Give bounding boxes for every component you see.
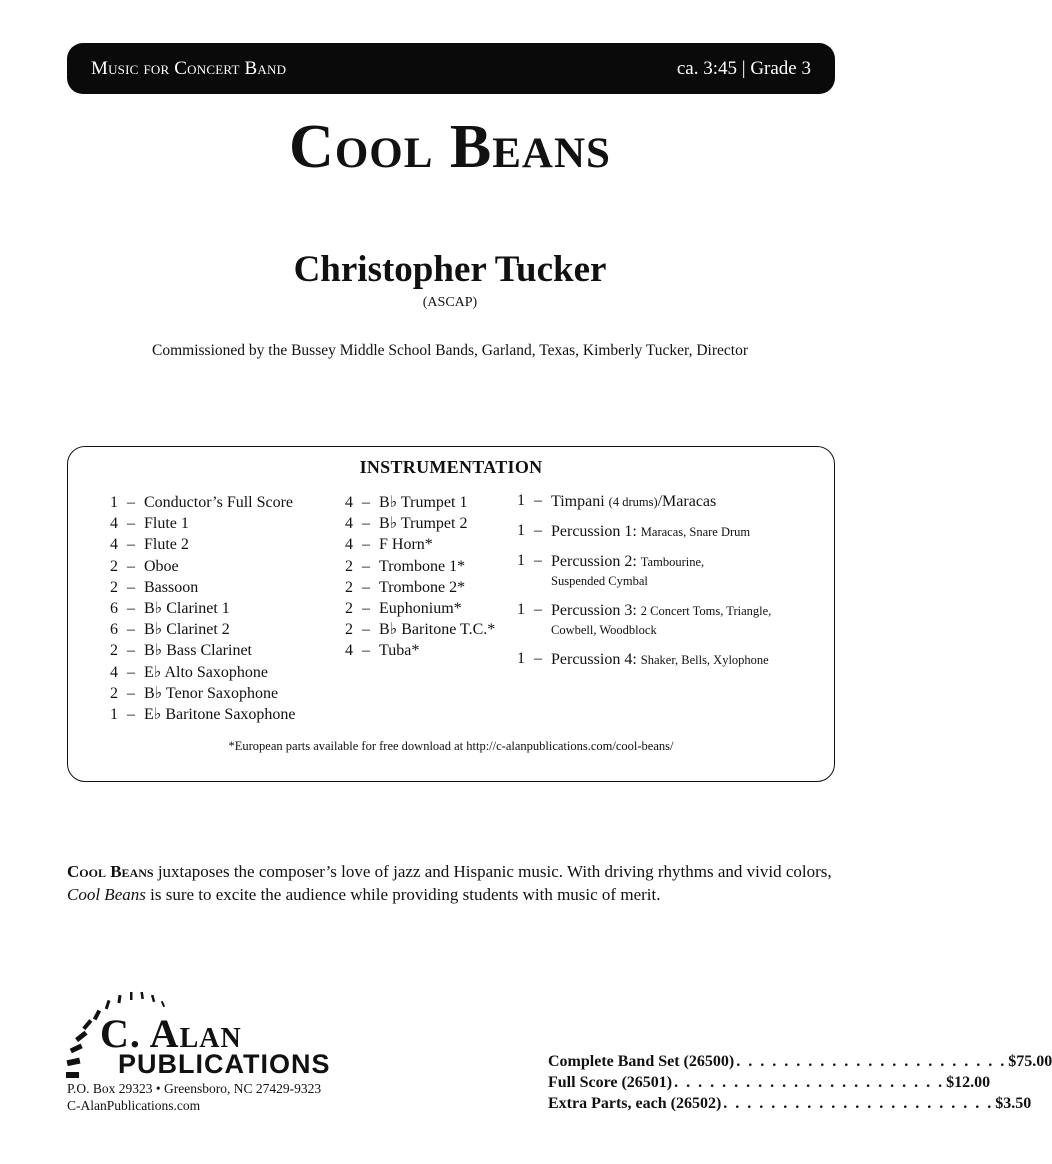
- percussion-line: [551, 650, 769, 670]
- percussion-row: [511, 522, 771, 542]
- leader-dots: . . . . . . . . . . . . . . . . . . . . . . .: [674, 1074, 945, 1091]
- instrument-quantity: 4: [110, 515, 118, 533]
- instrument-detail: Tambourine,: [640, 555, 705, 569]
- instrument-row: [104, 640, 296, 661]
- percussion-line: [551, 552, 704, 572]
- dash-separator: –: [534, 650, 542, 667]
- dash-separator: –: [534, 552, 542, 569]
- instrument-quantity: 1: [517, 552, 525, 569]
- dash-separator: –: [127, 557, 135, 575]
- instrument-name: Flute 1: [144, 515, 189, 533]
- price-value: $12.00: [946, 1074, 991, 1091]
- instrument-detail-line2: Cowbell, Woodblock: [551, 623, 657, 637]
- instrument-name: B♭ Trumpet 2: [379, 515, 468, 533]
- instrument-name: Flute 2: [144, 536, 189, 554]
- instrument-name: B♭ Tenor Saxophone: [144, 684, 279, 702]
- commission-note: Commissioned by the Bussey Middle School Bands, Garland, Texas, Kimberly Tucker, Director: [152, 342, 748, 359]
- price-value: $75.00: [1008, 1053, 1052, 1070]
- instrument-row: [339, 513, 495, 534]
- series-label: Music for Concert Band: [91, 57, 287, 79]
- duration-grade: ca. 3:45 | Grade 3: [676, 57, 811, 79]
- instrument-quantity: 2: [345, 621, 353, 639]
- instrument-quantity: 2: [345, 557, 353, 575]
- publisher-website: C-AlanPublications.com: [67, 1098, 201, 1113]
- instrument-detail-line2: Suspended Cymbal: [551, 574, 648, 588]
- instrument-quantity: 4: [345, 536, 353, 554]
- dash-separator: –: [362, 515, 370, 533]
- dash-separator: –: [362, 578, 370, 596]
- instrument-row: [339, 492, 495, 513]
- instrumentation-box: [67, 446, 835, 782]
- blurb-italic-title: Cool Beans: [67, 885, 146, 904]
- instrument-quantity: 6: [110, 599, 118, 617]
- instrument-quantity: 4: [345, 515, 353, 533]
- instrument-row: [104, 662, 296, 683]
- dash-separator: –: [362, 642, 370, 660]
- dash-separator: –: [362, 536, 370, 554]
- dash-separator: –: [127, 578, 135, 596]
- instrument-quantity: 1: [517, 650, 525, 667]
- instrument-row: [104, 619, 296, 640]
- instrument-detail: 2 Concert Toms, Triangle,: [640, 604, 772, 618]
- instrument-row: [104, 513, 296, 534]
- percussion-line: [551, 492, 716, 512]
- instrument-row: [339, 577, 495, 598]
- instrument-name: B♭ Bass Clarinet: [144, 642, 252, 660]
- instrument-quantity: 6: [110, 621, 118, 639]
- instrument-name: Percussion 3:: [551, 602, 637, 619]
- percussion-detail: [551, 492, 716, 512]
- instrument-name: Percussion 2:: [551, 553, 637, 570]
- instrument-quantity: 1: [517, 522, 525, 539]
- instrument-name: Trombone 1*: [379, 557, 466, 575]
- instrument-quantity: 2: [110, 684, 118, 702]
- instrument-name: Percussion 1:: [551, 523, 637, 540]
- percussion-line: [551, 522, 750, 542]
- instrument-row: [104, 577, 296, 598]
- piece-title: Cool Beans: [289, 113, 611, 181]
- instrument-quantity: 1: [110, 705, 118, 723]
- instrumentation-column-1: [104, 492, 296, 725]
- instrument-quantity: 1: [110, 494, 118, 511]
- instrument-detail: (4 drums): [608, 495, 658, 509]
- instrument-suffix: /Maracas: [657, 493, 717, 510]
- instrument-name: Timpani: [551, 493, 605, 510]
- instrument-row: [104, 534, 296, 555]
- price-label: Extra Parts, each (26502): [548, 1095, 722, 1112]
- leader-dots: . . . . . . . . . . . . . . . . . . . . . . .: [736, 1053, 1007, 1070]
- blurb-text-1: juxtaposes the composer’s love of jazz and Hispanic music. With driving rhythms and vivid colors,: [153, 862, 832, 881]
- instrument-name: F Horn*: [379, 536, 433, 554]
- percussion-detail: [551, 522, 750, 542]
- instrument-name: E♭ Alto Saxophone: [144, 663, 268, 681]
- instrument-name: B♭ Clarinet 2: [144, 621, 230, 639]
- composer-name: Christopher Tucker: [293, 249, 607, 290]
- instrument-name: E♭ Baritone Saxophone: [144, 705, 296, 723]
- european-parts-note: *European parts available for free download at http://c-alanpublications.com/cool-beans/: [228, 739, 674, 753]
- instrument-quantity: 4: [345, 494, 353, 511]
- instrument-row: [104, 598, 296, 619]
- instrument-quantity: 1: [517, 492, 525, 509]
- leader-dots: . . . . . . . . . . . . . . . . . . . . . . .: [723, 1095, 994, 1112]
- instrument-quantity: 2: [110, 557, 118, 575]
- blurb-title: Cool Beans: [67, 862, 154, 881]
- percussion-row: [511, 492, 771, 512]
- percussion-detail: [551, 650, 769, 670]
- percussion-row: [511, 552, 771, 591]
- instrumentation-heading: INSTRUMENTATION: [359, 457, 543, 477]
- instrument-name: Tuba*: [379, 642, 420, 660]
- instrument-quantity: 4: [345, 642, 353, 660]
- dash-separator: –: [534, 601, 542, 618]
- percussion-detail: [551, 552, 704, 591]
- dash-separator: –: [127, 494, 135, 511]
- price-label: Complete Band Set (26500): [548, 1053, 735, 1070]
- instrument-quantity: 2: [110, 578, 118, 596]
- dash-separator: –: [127, 536, 135, 554]
- dash-separator: –: [127, 642, 135, 660]
- instrument-detail: Maracas, Snare Drum: [640, 525, 751, 539]
- description-paragraph: [67, 860, 837, 906]
- instrument-name: Oboe: [144, 557, 179, 575]
- dash-separator: –: [127, 621, 135, 639]
- price-row: [548, 1051, 1052, 1072]
- instrument-quantity: 4: [110, 663, 118, 681]
- instrument-name: B♭ Baritone T.C.*: [379, 621, 496, 639]
- instrument-row: [104, 704, 296, 725]
- dash-separator: –: [127, 663, 135, 681]
- instrument-row: [339, 640, 495, 661]
- instrument-quantity: 2: [345, 578, 353, 596]
- dash-separator: –: [127, 599, 135, 617]
- publisher-address: P.O. Box 29323 • Greensboro, NC 27429-9323: [67, 1081, 322, 1096]
- instrument-name: B♭ Trumpet 1: [379, 494, 468, 511]
- series-banner: [67, 43, 835, 94]
- instrumentation-column-2: [339, 492, 495, 662]
- instrument-row: [104, 492, 296, 513]
- dash-separator: –: [362, 494, 370, 511]
- dash-separator: –: [127, 705, 135, 723]
- percussion-detail: [551, 601, 771, 640]
- publisher-address-block: [67, 1080, 321, 1114]
- dash-separator: –: [362, 557, 370, 575]
- instrument-row: [339, 598, 495, 619]
- instrumentation-column-3: [511, 492, 771, 670]
- instrument-quantity: 1: [517, 601, 525, 618]
- price-row: [548, 1072, 991, 1093]
- instrument-quantity: 2: [345, 599, 353, 617]
- publisher-name-line2: PUBLICATIONS: [118, 1049, 331, 1079]
- instrument-detail: Shaker, Bells, Xylophone: [640, 653, 769, 667]
- blurb-text-2: is sure to excite the audience while providing students with music of merit.: [145, 885, 661, 904]
- instrument-row: [104, 556, 296, 577]
- dash-separator: –: [362, 621, 370, 639]
- dash-separator: –: [127, 515, 135, 533]
- dash-separator: –: [534, 492, 542, 509]
- instrument-name: Trombone 2*: [379, 578, 466, 596]
- dash-separator: –: [127, 684, 135, 702]
- price-list: [548, 1051, 1052, 1114]
- dash-separator: –: [362, 599, 370, 617]
- publisher-name: C. Alan: [100, 1011, 242, 1056]
- instrument-name: Euphonium*: [379, 599, 462, 617]
- composer-affiliation: (ASCAP): [422, 295, 478, 310]
- price-label: Full Score (26501): [548, 1074, 673, 1091]
- price-row: [548, 1093, 1032, 1114]
- price-value: $3.50: [995, 1095, 1032, 1112]
- instrument-name: Percussion 4:: [551, 651, 637, 668]
- instrument-row: [339, 619, 495, 640]
- instrument-quantity: 2: [110, 642, 118, 660]
- instrument-row: [339, 556, 495, 577]
- instrument-name: Bassoon: [144, 578, 199, 596]
- instrument-name: Conductor’s Full Score: [144, 494, 294, 511]
- instrument-row: [104, 683, 296, 704]
- percussion-row: [511, 601, 771, 640]
- percussion-line: [551, 601, 771, 621]
- instrument-row: [339, 534, 495, 555]
- dash-separator: –: [534, 522, 542, 539]
- percussion-row: [511, 650, 771, 670]
- instrument-name: B♭ Clarinet 1: [144, 599, 230, 617]
- instrument-quantity: 4: [110, 536, 118, 554]
